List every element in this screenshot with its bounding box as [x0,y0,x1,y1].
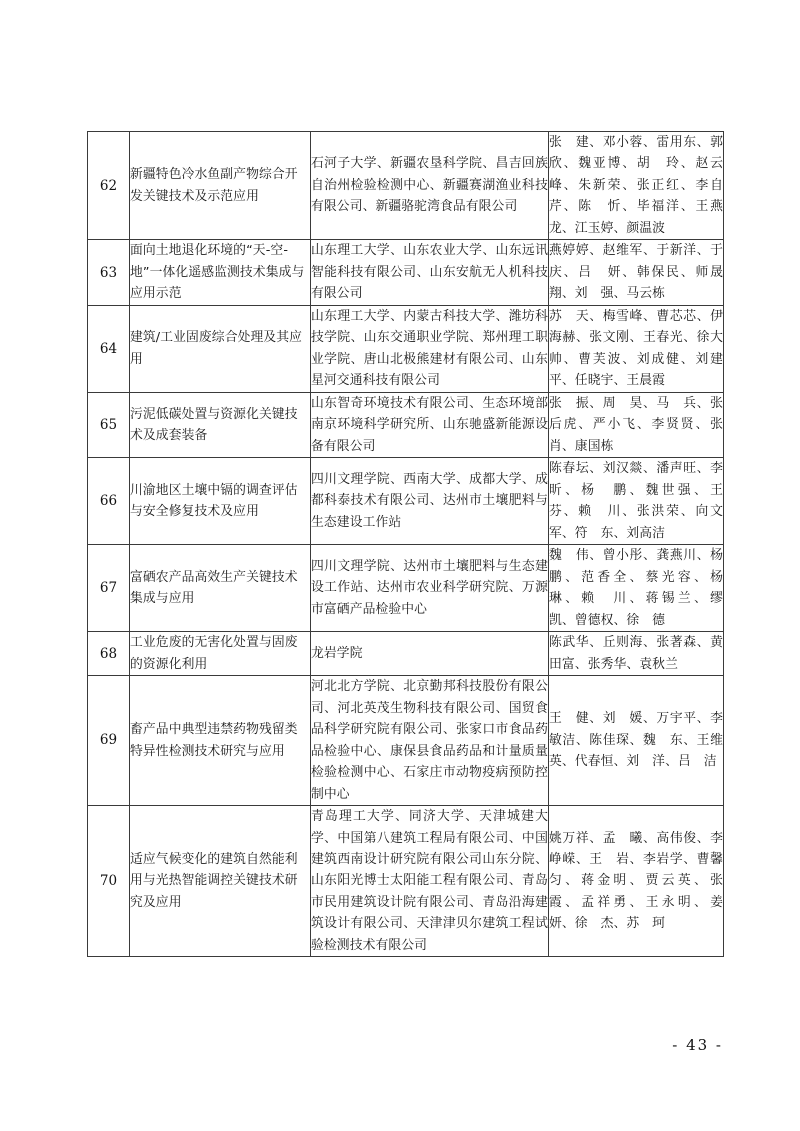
table-row [88,806,724,957]
project-title: 工业危废的无害化处置与固废的资源化利用 [130,632,311,676]
project-contributors: 魏 伟、曾小彤、龚燕川、杨 鹏、范香全、蔡光容、杨 琳、赖 川、蒋锡兰、缪 凯、曾德权、徐 德 [549,545,724,632]
project-contributors: 苏 天、梅雪峰、曹芯芯、伊海赫、张文刚、王春光、徐大帅、曹芙波、刘成健、刘建平、任晓宇、王晨霞 [549,305,724,392]
page-number: - 43 - [672,1036,723,1054]
project-organizations: 龙岩学院 [311,632,549,676]
project-contributors: 陈春坛、刘汉燚、潘声旺、李 昕、杨 鹏、魏世强、王 芬、赖 川、张洪荣、向文军、符 东、刘高洁 [549,458,724,545]
table-row [88,545,724,632]
row-index: 64 [88,305,130,392]
project-title: 建筑/工业固废综合处理及其应用 [130,305,311,392]
row-index: 69 [88,676,130,806]
project-contributors: 燕婷婷、赵维军、于新洋、于 庆、吕 妍、韩保民、师晟翔、刘 强、马云栋 [549,240,724,305]
row-index: 66 [88,458,130,545]
project-organizations: 河北北方学院、北京勤邦科技股份有限公司、河北英茂生物科技有限公司、国贸食品科学研究院有限公司、张家口市食品药品检验中心、康保县食品药品和计量质量检验检测中心、石家庄市动物疫病预防控制中心 [311,676,549,806]
project-organizations: 山东智奇环境技术有限公司、生态环境部南京环境科学研究所、山东驰盛新能源设备有限公司 [311,392,549,457]
table-row [88,458,724,545]
project-organizations: 青岛理工大学、同济大学、天津城建大学、中国第八建筑工程局有限公司、中国建筑西南设计研究院有限公司山东分院、山东阳光博士太阳能工程有限公司、青岛市民用建筑设计院有限公司、青岛沿海建筑设计有限公司、天津津贝尔建筑工程试验检测技术有限公司 [311,806,549,957]
project-title: 新疆特色冷水鱼副产物综合开发关键技术及示范应用 [130,132,311,240]
project-title: 适应气候变化的建筑自然能利用与光热智能调控关键技术研究及应用 [130,806,311,957]
row-index: 67 [88,545,130,632]
row-index: 70 [88,806,130,957]
project-contributors: 陈武华、丘则海、张著森、黄田富、张秀华、袁秋兰 [549,632,724,676]
table-body [88,132,736,957]
project-contributors: 张 建、邓小蓉、雷用东、郭 欣、魏亚博、胡 玲、赵云峰、朱新荣、张正红、李自芹、陈 忻、毕福洋、王燕龙、江玉婷、颜温波 [549,132,724,240]
project-title: 面向土地退化环境的“天-空-地”一体化遥感监测技术集成与应用示范 [130,240,311,305]
project-organizations: 四川文理学院、西南大学、成都大学、成都科泰技术有限公司、达州市土壤肥料与生态建设工作站 [311,458,549,545]
project-organizations: 山东理工大学、山东农业大学、山东远讯智能科技有限公司、山东安航无人机科技有限公司 [311,240,549,305]
project-title: 富硒农产品高效生产关键技术集成与应用 [130,545,311,632]
row-index: 62 [88,132,130,240]
table-row [88,632,724,676]
row-index: 68 [88,632,130,676]
project-organizations: 山东理工大学、内蒙古科技大学、潍坊科技学院、山东交通职业学院、郑州理工职业学院、唐山北极熊建材有限公司、山东星河交通科技有限公司 [311,305,549,392]
project-title: 川渝地区土壤中镉的调查评估与安全修复技术及应用 [130,458,311,545]
table-row [88,676,724,806]
table-row [88,305,724,392]
project-contributors: 王 健、刘 媛、万宇平、李敏洁、陈佳琛、魏 东、王维英、代春恒、刘 洋、吕 洁 [549,676,724,806]
award-projects-table [87,131,736,957]
table-row [88,392,724,457]
project-contributors: 张 振、周 昊、马 兵、张后虎、严小飞、李贤贤、张 肖、康国栋 [549,392,724,457]
table-row [88,132,724,240]
row-index: 65 [88,392,130,457]
row-index: 63 [88,240,130,305]
project-organizations: 石河子大学、新疆农垦科学院、昌吉回族自治州检验检测中心、新疆赛湖渔业科技有限公司、新疆骆驼湾食品有限公司 [311,132,549,240]
project-contributors: 姚万祥、孟 曦、高伟俊、李峥嵘、王 岩、李岩学、曹馨匀、蒋金明、贾云英、张 霞、孟祥勇、王永明、姜 妍、徐 杰、苏 珂 [549,806,724,957]
table-row [88,240,724,305]
project-organizations: 四川文理学院、达州市土壤肥料与生态建设工作站、达州市农业科学研究院、万源市富硒产品检验中心 [311,545,549,632]
project-title: 污泥低碳处置与资源化关键技术及成套装备 [130,392,311,457]
project-title: 畜产品中典型违禁药物残留类特异性检测技术研究与应用 [130,676,311,806]
